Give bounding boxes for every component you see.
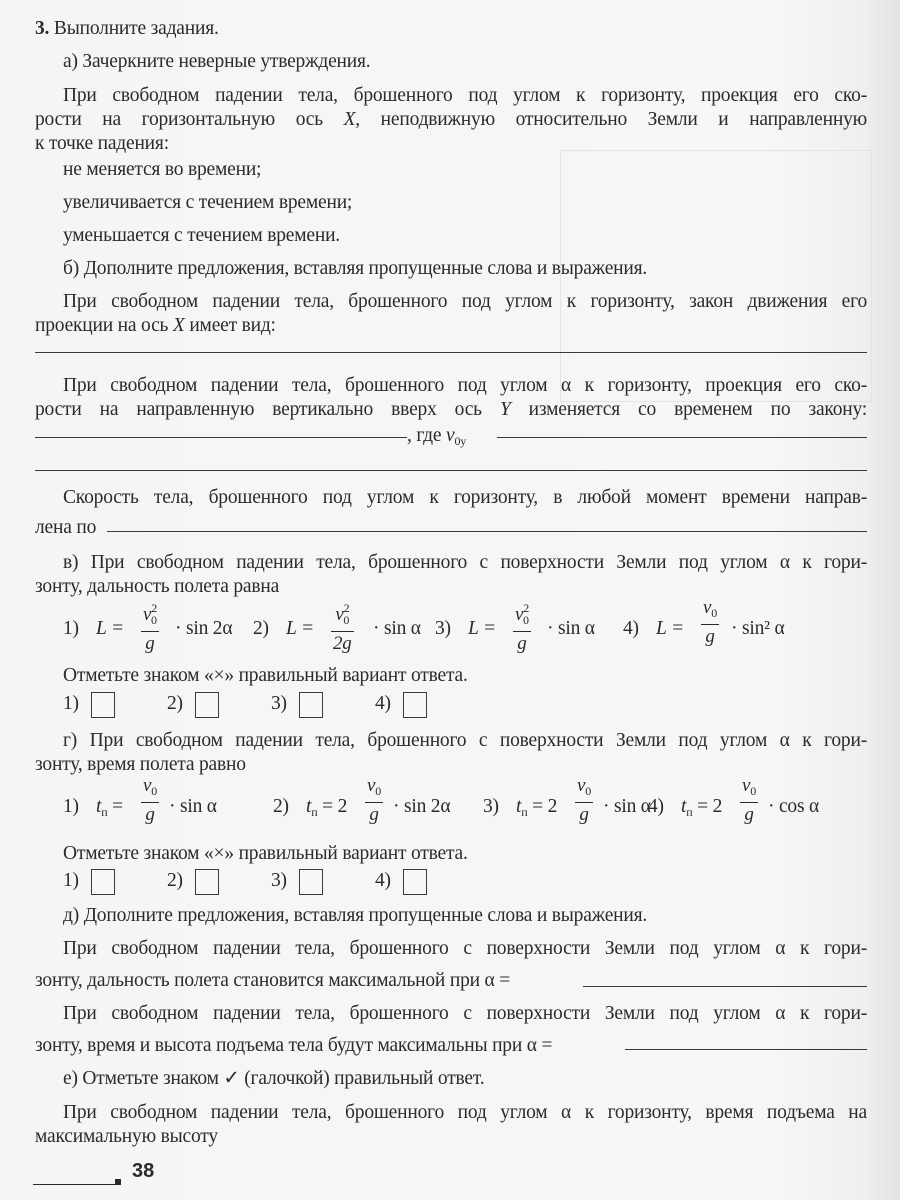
equals: =	[697, 796, 708, 817]
subscript-0y: 0y	[454, 434, 467, 448]
footer-rule	[33, 1184, 115, 1185]
denominator: g	[141, 631, 159, 656]
variable-t: t	[681, 796, 687, 817]
subscript: 0	[151, 613, 157, 627]
subscript: 0	[343, 613, 350, 627]
part-b-heading: б) Дополните предложения, вставляя пропущенные слова и выражения.	[63, 258, 648, 279]
part-b-s3-line1: Скорость тела, брошенного под углом к горизонту, в любой момент времени направ-	[63, 487, 867, 508]
fraction	[740, 775, 758, 827]
part-a-heading: а) Зачеркните неверные утверждения.	[63, 51, 371, 72]
formula-rhs: · sin² α	[731, 618, 785, 639]
checkbox-label: 4)	[375, 693, 391, 714]
formula-label: 2)	[273, 796, 289, 817]
formula-label: 1)	[63, 618, 79, 639]
part-g-instruction: Отметьте знаком «×» правильный вариант ответа.	[63, 843, 468, 864]
part-b-s1-line1: При свободном падении тела, брошенного под углом к горизонту, закон движения его	[63, 291, 867, 312]
part-a-option-2[interactable]: увеличивается с течением времени;	[63, 192, 353, 213]
checkbox[interactable]	[403, 869, 427, 895]
checkbox[interactable]	[299, 869, 323, 895]
superscript: 2	[523, 601, 530, 615]
denominator: g	[701, 624, 719, 649]
formula-label: 2)	[253, 618, 269, 639]
subscript: 0	[375, 784, 382, 798]
formula-rhs: · sin α	[547, 618, 595, 639]
equals: =	[112, 796, 123, 817]
formula-lhs	[516, 791, 557, 828]
part-d-heading: д) Дополните предложения, вставляя пропущенные слова и выражения.	[63, 905, 648, 926]
coefficient: 2	[547, 796, 558, 817]
checkbox-label: 2)	[167, 693, 183, 714]
answer-blank-v0y-meaning[interactable]	[497, 437, 867, 438]
formula-lhs	[306, 791, 347, 828]
checkbox-label: 2)	[167, 870, 183, 891]
fraction	[141, 597, 159, 656]
text-fragment: проекции на ось	[35, 315, 173, 336]
checkbox[interactable]	[91, 869, 115, 895]
text-fragment: изменяется со временем по закону:	[510, 399, 867, 420]
checkbox[interactable]	[195, 692, 219, 718]
formula-lhs	[96, 791, 123, 828]
variable-x: X	[343, 109, 356, 130]
numerator: v	[703, 597, 712, 618]
text-fragment: имеет вид:	[184, 315, 276, 336]
checkbox-label: 1)	[63, 693, 79, 714]
numerator: v	[367, 775, 376, 796]
formula-lhs: L =	[96, 618, 124, 639]
part-v-formulas	[63, 597, 863, 657]
checkbox-label: 3)	[271, 693, 287, 714]
part-a-stem-line1: При свободном падении тела, брошенного под углом к горизонту, проекция его ско-	[63, 85, 867, 106]
formula-rhs: · sin α	[603, 796, 651, 817]
fraction	[575, 775, 593, 827]
formula-rhs: · sin 2α	[175, 618, 233, 639]
numerator: v	[742, 775, 751, 796]
part-v-instruction: Отметьте знаком «×» правильный вариант ответа.	[63, 665, 468, 686]
formula-lhs: L =	[286, 618, 314, 639]
numerator: v	[143, 775, 152, 796]
formula-rhs: · sin α	[169, 796, 217, 817]
checkbox[interactable]	[403, 692, 427, 718]
answer-blank-max-range-angle[interactable]	[583, 986, 867, 987]
formula-label: 3)	[435, 618, 451, 639]
task-title: Выполните задания.	[53, 18, 219, 39]
formula-label: 4)	[648, 796, 664, 817]
formula-rhs: · sin α	[373, 618, 421, 639]
variable-t: t	[96, 796, 102, 817]
variable-t: t	[516, 796, 522, 817]
part-d-s1-line1: При свободном падении тела, брошенного с поверхности Земли под углом α к гори-	[63, 938, 867, 959]
text-fragment: , где	[407, 425, 447, 446]
denominator: g	[740, 802, 758, 827]
coefficient: 2	[337, 796, 348, 817]
answer-blank-v0y-meaning-cont[interactable]	[35, 470, 867, 471]
part-a-option-3[interactable]: уменьшается с течением времени.	[63, 225, 340, 246]
part-b-s2-line1: При свободном падении тела, брошенного под углом α к горизонту, проекция его ско-	[63, 375, 867, 396]
part-v-checkboxes	[63, 690, 483, 718]
part-a-option-1[interactable]: не меняется во времени;	[63, 159, 262, 180]
part-d-s2-line2: зонту, время и высота подъема тела будут максимальны при α =	[35, 1035, 553, 1056]
formula-lhs	[681, 791, 722, 828]
numerator: v	[335, 604, 344, 625]
formula-label: 3)	[483, 796, 499, 817]
equals: =	[322, 796, 333, 817]
subscript: п	[686, 805, 693, 819]
subscript: 0	[523, 613, 529, 627]
fraction	[331, 597, 354, 656]
checkbox-label: 4)	[375, 870, 391, 891]
text-fragment: рости на горизонтальную ось	[35, 109, 344, 130]
numerator: v	[143, 604, 152, 625]
part-a-stem-line3: к точке падения:	[35, 133, 169, 154]
formula-rhs: · sin 2α	[393, 796, 451, 817]
page-number: 38	[132, 1160, 155, 1182]
denominator: g	[365, 802, 383, 827]
formula-label: 4)	[623, 618, 639, 639]
variable-v: v	[446, 425, 455, 446]
checkbox[interactable]	[299, 692, 323, 718]
part-e-stem-line1: При свободном падении тела, брошенного под углом α к горизонту, время подъема на	[63, 1102, 867, 1123]
part-v-heading-line1: в) При свободном падении тела, брошенного с поверхности Земли под углом α к гори-	[63, 552, 867, 573]
formula-lhs: L =	[468, 618, 496, 639]
part-d-s2-line1: При свободном падении тела, брошенного с поверхности Земли под углом α к гори-	[63, 1003, 867, 1024]
equals: =	[532, 796, 543, 817]
task-header	[35, 13, 219, 45]
text-fragment: , неподвижную относительно Земли и направленную	[355, 109, 867, 130]
part-g-formulas	[63, 775, 863, 835]
subscript: 0	[585, 784, 592, 798]
text-fragment: рости на направленную вертикально вверх ось	[35, 399, 500, 420]
subscript: 0	[151, 784, 158, 798]
part-b-s2-line3-where	[407, 420, 466, 457]
denominator: g	[575, 802, 593, 827]
fraction	[513, 597, 531, 656]
subscript: п	[311, 805, 318, 819]
variable-t: t	[306, 796, 312, 817]
formula-label: 1)	[63, 796, 79, 817]
denominator: g	[513, 631, 531, 656]
part-v-heading-line2: зонту, дальность полета равна	[35, 576, 280, 597]
variable-y: Y	[499, 399, 511, 420]
fraction	[141, 775, 159, 827]
subscript: 0	[711, 606, 718, 620]
part-g-checkboxes	[63, 867, 483, 895]
answer-blank-law-vy[interactable]	[35, 437, 407, 438]
coefficient: 2	[712, 796, 723, 817]
fraction	[701, 597, 719, 649]
checkbox[interactable]	[195, 869, 219, 895]
checkbox-label: 1)	[63, 870, 79, 891]
answer-blank-law-x[interactable]	[35, 352, 867, 353]
formula-rhs: · cos α	[768, 796, 820, 817]
denominator: 2g	[333, 633, 352, 654]
superscript: 2	[343, 601, 350, 615]
checkbox[interactable]	[91, 692, 115, 718]
checkbox-label: 3)	[271, 870, 287, 891]
answer-blank-velocity-direction[interactable]	[107, 531, 867, 532]
part-b-s1-line2	[35, 310, 276, 342]
formula-lhs: L =	[656, 618, 684, 639]
numerator: v	[515, 604, 524, 625]
footer-square-marker	[115, 1179, 121, 1185]
variable-x: X	[172, 315, 185, 336]
subscript: п	[101, 805, 108, 819]
part-g-heading-line1: г) При свободном падении тела, брошенного с поверхности Земли под углом α к гори-	[63, 730, 867, 751]
numerator: v	[577, 775, 586, 796]
subscript: п	[521, 805, 528, 819]
part-e-stem-line2: максимальную высоту	[35, 1126, 218, 1147]
superscript: 2	[151, 601, 158, 615]
task-number: 3.	[35, 18, 50, 39]
subscript: 0	[750, 784, 757, 798]
part-b-s3-line2: лена по	[35, 517, 97, 538]
denominator: g	[141, 802, 159, 827]
part-e-heading: е) Отметьте знаком ✓ (галочкой) правильный ответ.	[63, 1068, 485, 1089]
part-d-s1-line2: зонту, дальность полета становится максимальной при α =	[35, 970, 511, 991]
part-g-heading-line2: зонту, время полета равно	[35, 754, 246, 775]
fraction	[365, 775, 383, 827]
answer-blank-max-height-angle[interactable]	[625, 1049, 867, 1050]
